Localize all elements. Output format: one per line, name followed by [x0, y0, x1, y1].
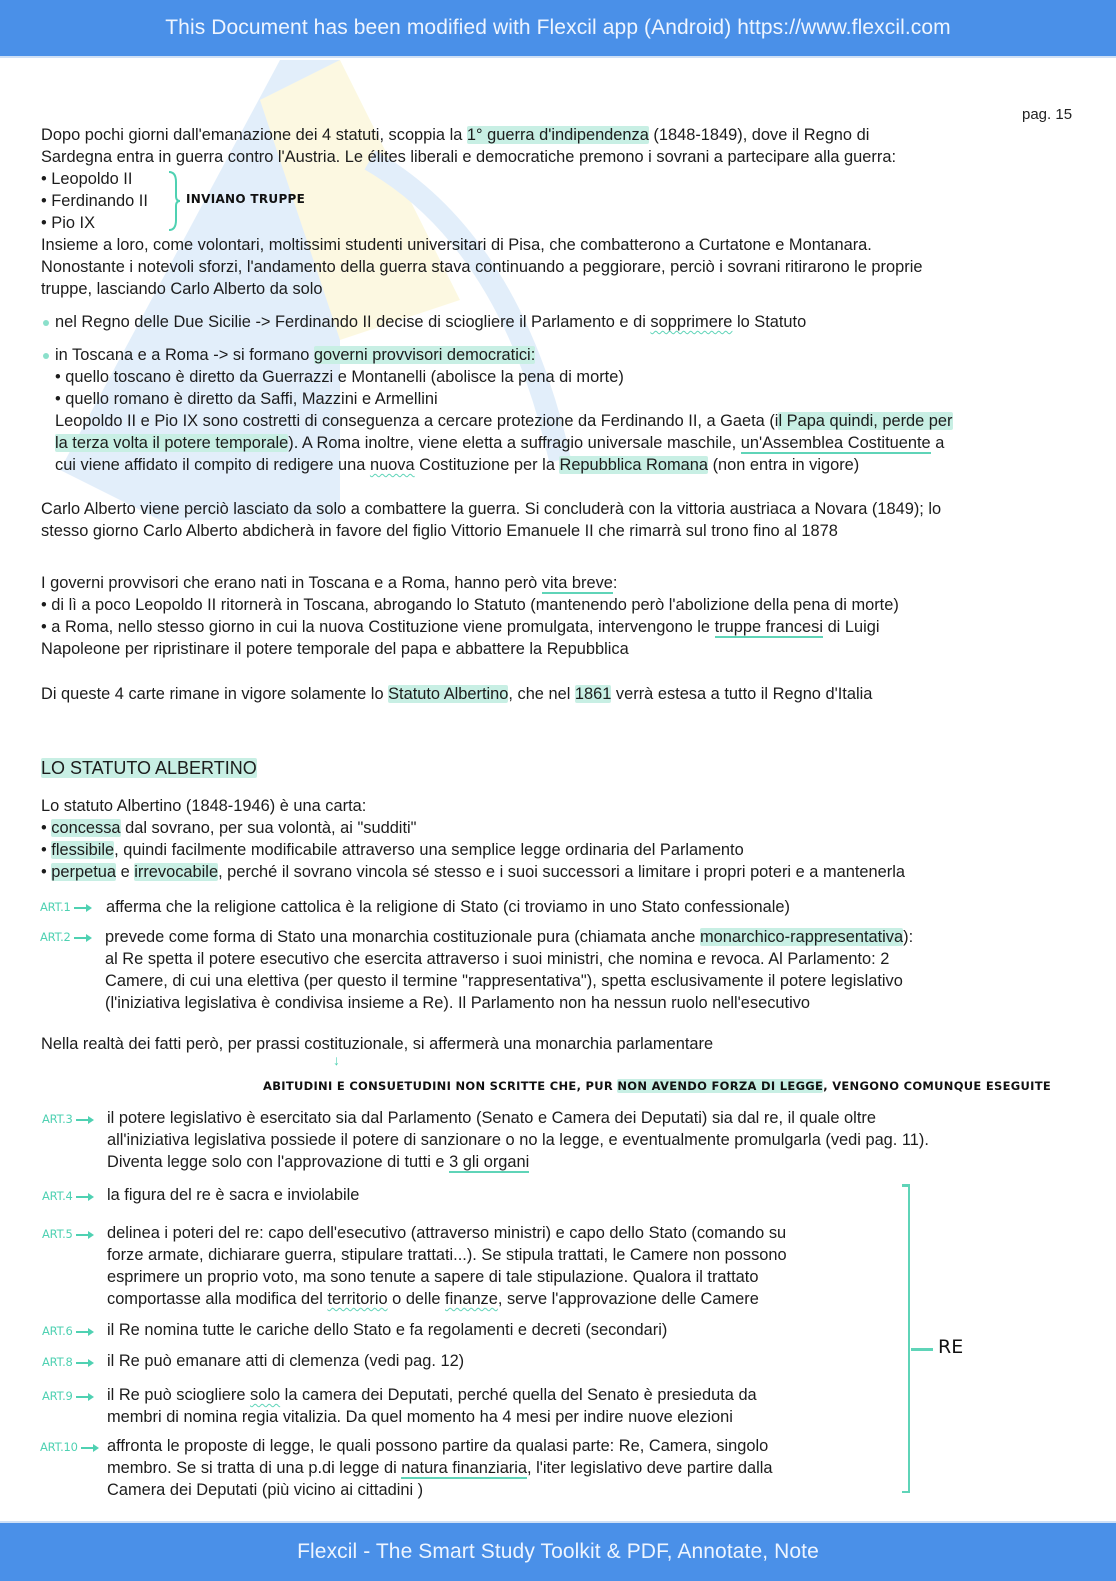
header-banner-text: This Document has been modified with Flexcil app (Android) https://www.flexcil.com [165, 16, 951, 39]
arrow-right-icon [76, 1119, 92, 1121]
bullet-line: in Toscana e a Roma -> si formano governi provvisori democratici: [55, 346, 536, 364]
article-text: delinea i poteri del re: capo dell'esecutivo (attraverso ministri) e capo dello Stato (comando su [107, 1224, 787, 1242]
arrow-right-icon [74, 937, 90, 939]
article-text: membro. Se si tratta di una p.di legge di natura finanziaria, l'iter legislativo deve partire dalla [107, 1459, 773, 1477]
bracket-tick [911, 1348, 933, 1351]
re-label: RE [938, 1336, 964, 1358]
article-text: Diventa legge solo con l'approvazione di tutti e 3 gli organi [107, 1153, 530, 1171]
list-item: • a Roma, nello stesso giorno in cui la nuova Costituzione viene promulgata, intervengono le truppe francesi di Luigi [41, 618, 880, 636]
highlight: Statuto Albertino [388, 685, 509, 703]
paragraph-line: truppe, lasciando Carlo Alberto da solo [41, 280, 323, 298]
paragraph-line: Leopoldo II e Pio IX sono costretti di conseguenza a cercare protezione da Ferdinando II, a Gaeta (il Papa quindi, perde per [55, 412, 953, 430]
article-text: membri di nomina regia vitalizia. Da quel momento ha 4 mesi per indire nuove elezioni [107, 1408, 733, 1426]
article-text: comportasse alla modifica del territorio o delle finanze, serve l'approvazione delle Camere [107, 1290, 759, 1308]
paragraph-line: la terza volta il potere temporale). A Roma inoltre, viene eletta a suffragio universale maschile, un'Assemblea Costituente a [55, 434, 945, 452]
sub-list-item: • quello romano è diretto da Saffi, Mazzini e Armellini [55, 390, 438, 408]
paragraph-line: Di queste 4 carte rimane in vigore solamente lo Statuto Albertino, che nel 1861 verrà estesa a tutto il Regno d'Italia [41, 685, 873, 703]
underline: sopprimere [650, 313, 733, 331]
underline: 3 gli organi [449, 1153, 530, 1171]
article-text: il potere legislativo è esercitato sia dal Parlamento (Senato e Camera dei Deputati) sia dal re, il quale oltre [107, 1109, 876, 1127]
underline: nuova [369, 456, 415, 474]
article-text: affronta le proposte di legge, le quali possono partire da qualasi parte: Re, Camera, singolo [107, 1437, 769, 1455]
arrow-right-icon [76, 1362, 92, 1364]
list-item: • flessibile, quindi facilmente modificabile attraverso una semplice legge ordinaria del Parlamento [41, 841, 744, 859]
highlight: 1° guerra d'indipendenza [466, 126, 649, 144]
paragraph-line: cui viene affidato il compito di redigere una nuova Costituzione per la Repubblica Romana (non entra in vigore) [55, 456, 860, 474]
paragraph-line: Nonostante i notevoli sforzi, l'andamento della guerra stava continuando a peggiorare, perciò i sovrani ritirarono le proprie [41, 258, 923, 276]
highlight: la terza volta il potere temporale [55, 434, 289, 452]
list-item: • Leopoldo II [41, 170, 133, 188]
article-text: prevede come forma di Stato una monarchia costituzionale pura (chiamata anche monarchico-rappresentativa): [105, 928, 914, 946]
highlight: l Papa quindi, perde per [778, 412, 953, 430]
article-label: ART.1 [40, 900, 90, 914]
paragraph-line: Carlo Alberto viene perciò lasciato da solo a combattere la guerra. Si concluderà con la vittoria austriaca a Novara (1849); lo [41, 500, 942, 518]
underline: un'Assemblea Costituente [740, 434, 931, 452]
underline: solo [250, 1386, 281, 1404]
article-text: il Re nomina tutte le cariche dello Stato e fa regolamenti e decreti (secondari) [107, 1321, 668, 1339]
list-item: • Ferdinando II [41, 192, 148, 210]
re-bracket-icon [908, 1184, 916, 1493]
paragraph-line: Napoleone per ripristinare il potere temporale del papa e abbattere la Repubblica [41, 640, 629, 658]
article-label: ART.8 [42, 1355, 92, 1369]
paragraph-line: Nella realtà dei fatti però, per prassi costituzionale, si affermerà una monarchia parlamentare [41, 1035, 714, 1053]
bullet-line: nel Regno delle Due Sicilie -> Ferdinando II decise di sciogliere il Parlamento e di sopprimere lo Statuto [55, 313, 807, 331]
paragraph-line: Dopo pochi giorni dall'emanazione dei 4 statuti, scoppia la 1° guerra d'indipendenza (1848-1849), dove il Regno di [41, 126, 870, 144]
paragraph-line: Lo statuto Albertino (1848-1946) è una carta: [41, 797, 367, 815]
paragraph-line: Insieme a loro, come volontari, moltissimi studenti universitari di Pisa, che combatterono a Curtatone e Montanara. [41, 236, 872, 254]
section-title: LO STATUTO ALBERTINO [41, 758, 257, 778]
underline: truppe francesi [714, 618, 824, 636]
article-label: ART.3 [42, 1112, 92, 1126]
underline: finanze [445, 1290, 498, 1308]
article-text: Camera dei Deputati (più vicino ai cittadini ) [107, 1481, 424, 1499]
handwritten-note: ABITUDINI E CONSUETUDINI NON SCRITTE CHE, PUR NON AVENDO FORZA DI LEGGE, VENGONO COMUNQUE ESEGUITE [263, 1079, 1052, 1093]
article-text: all'iniziativa legislativa possiede il potere di sanzionare o no la legge, e eventualmente promulgarla (vedi pag. 11). [107, 1131, 929, 1149]
highlight: governi provvisori democratici: [313, 346, 536, 364]
arrow-right-icon [76, 1396, 92, 1398]
arrow-down-icon: ↓ [333, 1052, 340, 1068]
list-item: • Pio IX [41, 214, 96, 232]
article-text: esprimere un proprio voto, ma sono tenute a sapere di tale stipulazione. Qualora il trattato [107, 1268, 759, 1286]
article-text: (l'iniziativa legislativa è condivisa insieme a Re). Il Parlamento non ha nessun ruolo nell'esecutivo [105, 994, 811, 1012]
arrow-right-icon [76, 1196, 92, 1198]
article-text: forze armate, dichiarare guerra, stipulare trattati...). Se stipula trattati, le Camere non possono [107, 1246, 787, 1264]
underline: territorio [327, 1290, 388, 1308]
handwritten-note: INVIANO TRUPPE [186, 192, 306, 206]
arrow-right-icon [76, 1234, 92, 1236]
article-label: ART.4 [42, 1189, 92, 1203]
curly-brace-icon [167, 170, 181, 232]
article-text: il Re può sciogliere solo la camera dei Deputati, perché quella del Senato è presieduta da [107, 1386, 757, 1404]
highlight: flessibile [51, 841, 115, 859]
bullet-dot-icon [43, 320, 49, 326]
paragraph-line: I governi provvisori che erano nati in Toscana e a Roma, hanno però vita breve: [41, 574, 618, 592]
arrow-right-icon [81, 1447, 97, 1449]
article-label: ART.9 [42, 1389, 92, 1403]
bullet-dot-icon [43, 353, 49, 359]
arrow-right-icon [76, 1331, 92, 1333]
underline: vita breve [541, 574, 613, 592]
article-label: ART.6 [42, 1324, 92, 1338]
highlight: 1861 [574, 685, 612, 703]
article-text: Camere, di cui una elettiva (per questo il termine "rappresentativa"), spetta esclusivamente il potere legislativo [105, 972, 903, 990]
highlight: Repubblica Romana [559, 456, 709, 474]
paragraph-line: Sardegna entra in guerra contro l'Austria. Le élites liberali e democratiche premono i sovrani a partecipare alla guerra: [41, 148, 896, 166]
article-text: al Re spetta il potere esecutivo che esercita attraverso i suoi ministri, che nomina e revoca. Al Parlamento: 2 [105, 950, 890, 968]
sub-list-item: • quello toscano è diretto da Guerrazzi e Montanelli (abolisce la pena di morte) [55, 368, 624, 386]
page-number: pag. 15 [1022, 106, 1073, 123]
article-label: ART.2 [40, 930, 90, 944]
flexcil-footer-banner [0, 1521, 1116, 1581]
list-item: • concessa dal sovrano, per sua volontà, ai "sudditi" [41, 819, 417, 837]
underline: natura finanziaria [401, 1459, 528, 1477]
list-item: • di lì a poco Leopoldo II ritornerà in Toscana, abrogando lo Statuto (mantenendo però l'abolizione della pena di morte) [41, 596, 899, 614]
article-label: ART.10 [40, 1440, 97, 1454]
highlight: perpetua [51, 863, 117, 881]
article-text: la figura del re è sacra e inviolabile [107, 1186, 360, 1204]
article-text: il Re può emanare atti di clemenza (vedi pag. 12) [107, 1352, 465, 1370]
highlight: concessa [51, 819, 121, 837]
highlight: monarchico-rappresentativa [699, 928, 904, 946]
article-text: afferma che la religione cattolica è la religione di Stato (ci troviamo in uno Stato confessionale) [106, 898, 790, 916]
flexcil-header-banner [0, 0, 1116, 58]
list-item: • perpetua e irrevocabile, perché il sovrano vincola sé stesso e i suoi successori a limitare i propri poteri e a mantenerla [41, 863, 905, 881]
arrow-right-icon [74, 907, 90, 909]
highlight: irrevocabile [134, 863, 219, 881]
article-label: ART.5 [42, 1227, 92, 1241]
footer-banner-text: Flexcil - The Smart Study Toolkit & PDF, Annotate, Note [297, 1540, 819, 1563]
paragraph-line: stesso giorno Carlo Alberto abdicherà in favore del figlio Vittorio Emanuele II che rimarrà sul trono fino al 1878 [41, 522, 838, 540]
